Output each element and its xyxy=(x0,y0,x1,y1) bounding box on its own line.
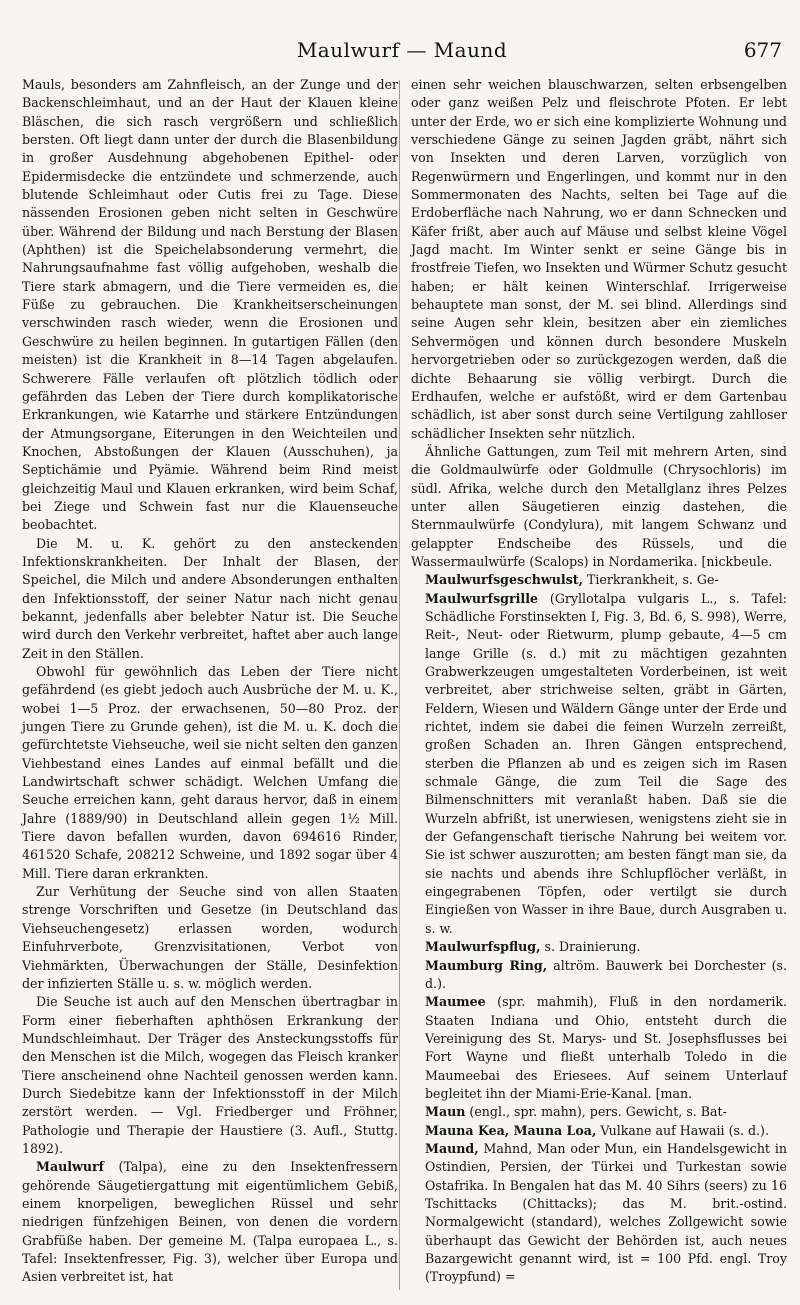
entry-headword: Maumee xyxy=(425,994,486,1010)
entry-headword: Mauna Kea, Mauna Loa, xyxy=(425,1122,597,1138)
entry-headword: Maulwurfsgrille xyxy=(425,590,538,606)
dictionary-entry xyxy=(411,571,787,589)
entry-headword: Maulwurfsgeschwulst, xyxy=(425,572,583,588)
entry-text: Die Seuche ist auch auf den Menschen übertragbar in Form einer fieberhaften aphthösen Erkrankung der Mundschleimhaut. Der Träger des Ansteckungsstoffs für den Menschen ist die Milch, wogegen das Fleisch kranker Tiere anscheinend ohne Nachteil genossen werden kann. Durch Siedebitze kann der Infektionsstoff in der Milch zerstört werden. — Vgl. Friedberger und Fröhner, Pathologie und Therapie der Haustiere (3. Aufl., Stuttg. 1892). xyxy=(22,994,398,1156)
page-number: 677 xyxy=(743,38,782,62)
body-paragraph xyxy=(411,76,787,443)
entry-text: Tierkrankheit, s. Ge- xyxy=(583,572,719,588)
entry-headword: Maulwurf xyxy=(36,1159,105,1175)
body-paragraph xyxy=(22,535,398,663)
right-column xyxy=(411,76,787,1287)
entry-text: (spr. mahmih), Fluß in den nordamerik. Staaten Indiana und Ohio, entsteht durch die Vereinigung des St. Marys- und St. Josephsflusses bei Fort Wayne und fließt unterhalb Toledo in die Maumeebai des Eriesees. Auf seinem Unterlauf begleitet ihn der Miami-Erie-Kanal. [man. xyxy=(425,994,787,1101)
entry-text: Die M. u. K. gehört zu den ansteckenden Infektionskrankheiten. Der Inhalt der Blasen, der Speichel, die Milch und andere Absonderungen enthalten den Infektionsstoff, der seiner Natur nach nicht genau bekannt, jedenfalls aber belebter Natur ist. Die Seuche wird durch den Verkehr verbreitet, haftet aber auch lange Zeit in den Ställen. xyxy=(22,535,398,661)
body-paragraph xyxy=(22,663,398,883)
entry-text: einen sehr weichen blauschwarzen, selten erbsengelben oder ganz weißen Pelz und fleischrote Pfoten. Er lebt unter der Erde, wo er sich eine komplizierte Wohnung und verschiedene Gänge zu seinen Jagden gräbt, nährt sich von Insekten und deren Larven, vorzüglich von Regenwürmern und Engerlingen, und kommt nur in den Sommermonaten des Nachts, selten bei Tage auf die Erdoberfläche nach Nahrung, wo er dann Schnecken und Käfer frißt, aber auch auf Mäuse und selbst kleine Vögel Jagd macht. Im Winter senkt er seine Gänge bis in frostfreie Tiefen, wo Insekten und Würmer Schutz gesucht haben; er hält keinen Winterschlaf. Irrigerweise behauptete man sonst, der M. sei blind. Allerdings sind seine Augen sehr klein, besitzen aber ein ziemliches Sehvermögen und können durch besondere Muskeln hervorgetrieben oder so zurückgezogen werden, daß die dichte Behaarung sie völlig verbirgt. Durch die Erdhaufen, welche er aufstößt, wird er dem Gartenbau schädlich, ist aber sonst durch seine Vertilgung zahlloser schädlicher Insekten sehr nützlich. xyxy=(411,77,787,441)
entry-text: Ähnliche Gattungen, zum Teil mit mehrern Arten, sind die Goldmaulwürfe oder Goldmulle (Chrysochloris) im südl. Afrika, welche durch den Metallglanz ihres Pelzes unter allen Säugetieren einzig dastehen, die Sternmaulwürfe (Condylura), mit langem Schwanz und gelappter Endscheibe des Rüssels, und die Wassermaulwürfe (Scalops) in Nordamerika. [nickbeule. xyxy=(411,443,787,569)
body-paragraph xyxy=(22,76,398,535)
dictionary-entry xyxy=(411,1103,787,1121)
column-divider xyxy=(399,80,400,1290)
body-paragraph xyxy=(411,443,787,571)
dictionary-entry xyxy=(411,1122,787,1140)
entry-text: (Talpa), eine zu den Insektenfressern gehörende Säugetiergattung mit eigentümlichem Gebiß, einem knorpeligen, beweglichen Rüssel und sehr niedrigen fünfzehigen Beinen, von denen die vordern Grabfüße haben. Der gemeine M. (Talpa europaea L., s. Tafel: Insektenfresser, Fig. 3), welcher über Europa und Asien verbreitet ist, hat xyxy=(22,1159,398,1285)
entry-headword: Maun xyxy=(425,1104,466,1120)
entry-headword: Maund, xyxy=(425,1140,479,1156)
body-paragraph xyxy=(22,883,398,993)
entry-text: s. Drainierung. xyxy=(540,939,641,955)
entry-text: Obwohl für gewöhnlich das Leben der Tiere nicht gefährdend (es giebt jedoch auch Ausbrüche der M. u. K., wobei 1—5 Proz. der erwachsenen, 50—80 Proz. der jungen Tiere zu Grunde gehen), ist die M. u. K. doch die gefürchtetste Viehseuche, weil sie nicht selten den ganzen Viehbestand eines Landes auf einmal befällt und die Landwirtschaft schwer schädigt. Welchen Umfang die Seuche erreichen kann, geht daraus hervor, daß in einem Jahre (1889/90) in Deutschland allein gegen 1½ Mill. Tiere davon befallen wurden, davon 694616 Rinder, 461520 Schafe, 208212 Schweine, und 1892 sogar über 4 Mill. Tiere daran erkrankten. xyxy=(22,664,398,881)
entry-text: (engl., spr. mahn), pers. Gewicht, s. Bat- xyxy=(465,1104,727,1120)
entry-headword: Maulwurfspflug, xyxy=(425,939,541,955)
entry-headword: Maumburg Ring, xyxy=(425,957,548,973)
entry-text: (Gryllotalpa vulgaris L., s. Tafel: Schädliche Forstinsekten I, Fig. 3, Bd. 6, S. 998), Werre, Reit-, Neut- oder Rietwurm, plump gebaute, 4—5 cm lange Grille (s. d.) mit zu mächtigen gezahnten Grabwerkzeugen umgestalteten Vorderbeinen, ist weit verbreitet, aber strichweise selten, gräbt in Gärten, Feldern, Wiesen und Wäldern Gänge unter der Erde und richtet, indem sie dabei die feinen Wurzeln zerreißt, großen Schaden an. Ihren Gängen entsprechend, sterben die Pflanzen ab und es zeigen sich im Rasen schmale Gänge, die zum Teil die Sage des Bilmenschnitters mit veranlaßt haben. Daß sie die Wurzeln abfrißt, ist unerwiesen, wenigstens zieht sie in der Gefangenschaft tierische Nahrung bei weitem vor. Sie ist schwer auszurotten; am besten fängt man sie, da sie nachts und abends ihre Schlupflöcher verläßt, in eingegrabenen Töpfen, oder vertilgt sie durch Eingießen von Wasser in ihre Baue, durch Ausgraben u. s. w. xyxy=(425,590,787,936)
running-head: Maulwurf — Maund xyxy=(296,38,508,62)
entry-text: Vulkane auf Hawaii (s. d.). xyxy=(596,1122,769,1138)
body-paragraph xyxy=(22,993,398,1158)
entry-text: Mauls, besonders am Zahnfleisch, an der Zunge und der Backenschleimhaut, und an der Haut der Klauen kleine Bläschen, die sich rasch vergrößern und schließlich bersten. Oft liegt dann unter der durch die Blasenbildung in großer Ausdehnung abgehobenen Epithel- oder Epidermisdecke die entzündete und schmerzende, auch blutende Schleimhaut oder Cutis frei zu Tage. Diese nässenden Erosionen geben nicht selten in Geschwüre über. Während der Bildung und nach Berstung der Blasen (Aphthen) ist die Speichelabsonderung vermehrt, die Nahrungsaufnahme fast völlig aufgehoben, weshalb die Tiere stark abmagern, und die Tiere vermeiden es, die Füße zu gebrauchen. Die Krankheitserscheinungen verschwinden rasch wieder, wenn die Erosionen und Geschwüre zu heilen beginnen. In gutartigen Fällen (den meisten) ist die Krankheit in 8—14 Tagen abgelaufen. Schwerere Fälle verlaufen oft plötzlich tödlich oder gefährden das Leben der Tiere durch komplikatorische Erkrankungen, wie Katarrhe und stärkere Entzündungen der Atmungsorgane, Eiterungen in den Weichteilen und Knochen, Abstoßungen der Klauen (Ausschuhen), ja Septichämie und Pyämie. Während beim Rind meist gleichzeitig Maul und Klauen erkranken, wird beim Schaf, bei Ziege und Schwein fast nur die Klauenseuche beobachtet. xyxy=(22,77,398,533)
entry-text: altröm. Bauwerk bei Dorchester (s. d.). xyxy=(425,957,788,991)
page-header xyxy=(22,38,782,72)
entry-text: Zur Verhütung der Seuche sind von allen Staaten strenge Vorschriften und Gesetze (in Deutschland das Viehseuchengesetz) erlassen worden, wodurch Einfuhrverbote, Grenzvisitationen, Verbot von Viehmärkten, Überwachungen der Ställe, Desinfektion der infizierten Ställe u. s. w. möglich werden. xyxy=(22,884,398,991)
entry-text: Mahnd, Man oder Mun, ein Handelsgewicht in Ostindien, Persien, der Türkei und Turkestan sowie Ostafrika. In Bengalen hat das M. 40 Sihrs (seers) zu 16 Tschittacks (Chittacks); das M. brit.-ostind. Normalgewicht (standard), welches Zollgewicht sowie überhaupt das Gewicht der Behörden ist, auch neues Bazargewicht genannt wird, ist = 100 Pfd. engl. Troy (Troypfund) = xyxy=(425,1140,787,1285)
dictionary-entry xyxy=(411,1140,787,1287)
dictionary-entry xyxy=(22,1158,398,1286)
dictionary-entry xyxy=(411,993,787,1103)
dictionary-entry xyxy=(411,590,787,939)
dictionary-entry xyxy=(411,938,787,956)
dictionary-entry xyxy=(411,957,787,994)
left-column xyxy=(22,76,398,1287)
